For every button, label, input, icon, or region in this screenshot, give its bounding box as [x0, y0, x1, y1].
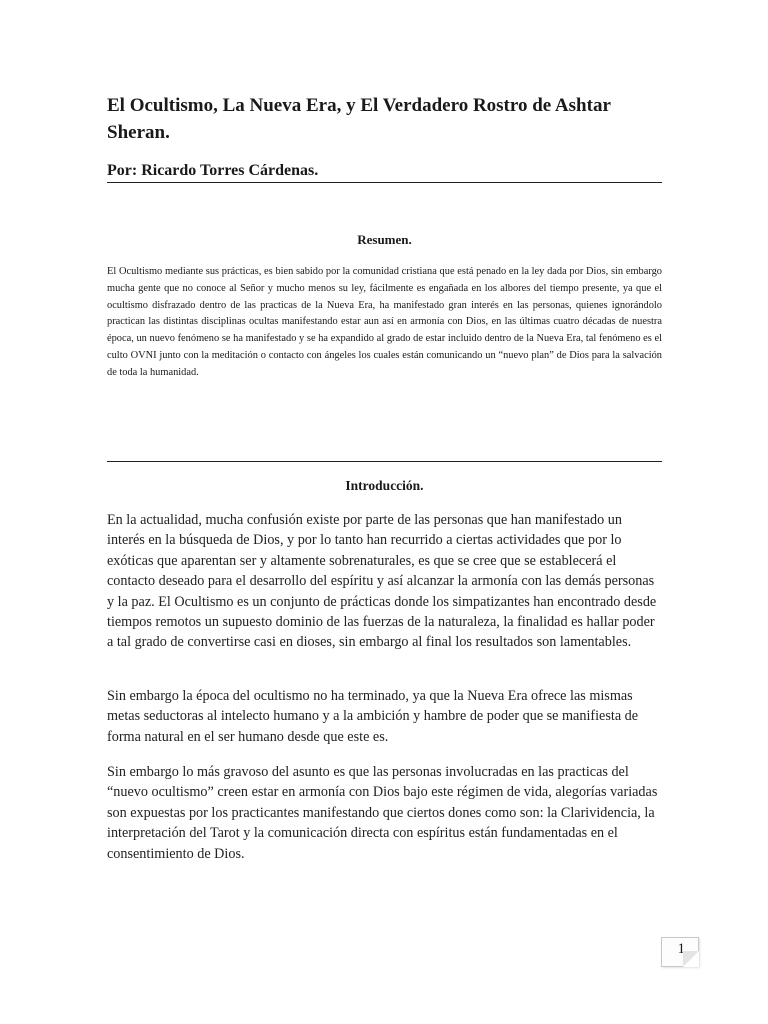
page-curl-icon: [683, 951, 699, 967]
intro-paragraph: Sin embargo la época del ocultismo no ha terminado, ya que la Nueva Era ofrece las mismas metas seductoras al intelecto humano y a la ambición y hambre de poder que se manifiesta de forma natural en el ser humano desde que este es.: [107, 688, 639, 745]
document-title: El Ocultismo, La Nueva Era, y El Verdadero Rostro de Ashtar Sheran.: [107, 95, 611, 143]
author-line: Por: Ricardo Torres Cárdenas.: [107, 162, 319, 179]
header-divider: [107, 182, 662, 183]
abstract-divider: [107, 461, 662, 462]
intro-paragraph: Sin embargo lo más gravoso del asunto es que las personas involucradas en las practicas del “nuevo ocultismo” creen estar en armonía con Dios bajo este régimen de vida, alegorías variadas son expuestas por los practicantes manifestando que ciertos dones como son: la Clarividencia, la interpretación del Tarot y la comunicación directa con espíritus están fundamentadas en el consentimiento de Dios.: [107, 764, 658, 862]
introduction-heading: Introducción.: [345, 478, 424, 493]
page-number: 1: [677, 941, 685, 957]
abstract-text: El Ocultismo mediante sus prácticas, es bien sabido por la comunidad cristiana que está penado en la ley dada por Dios, sin embargo mucha gente que no conoce al Señor y mucho menos su ley, fácilmente es engañada en los albores del tiempo presente, ya que el ocultismo disfrazado dentro de las practicas de la Nueva Era, ha manifestado gran interés en las personas, quienes ignorándolo practican las distintas disciplinas ocultas manifestando estar aun así en armonía con Dios, en las últimas cuatro décadas de nuestra época, un nuevo fenómeno se ha manifestado y se ha expandido al grado de estar incluido dentro de la Nueva Era, tal fenómeno es el culto OVNI junto con la meditación o contacto con ángeles los cuales están comunicando un “nuevo plan” de Dios para la salvación de toda la humanidad.: [107, 266, 662, 378]
page-number-box: [661, 937, 699, 967]
abstract-heading: Resumen.: [357, 232, 412, 247]
intro-paragraph: En la actualidad, mucha confusión existe por parte de las personas que han manifestado un interés en la búsqueda de Dios, y por lo tanto han recurrido a ciertas actividades que por lo exóticas que aparentan ser y altamente sobrenaturales, es que se cree que se establecerá el contacto deseado para el desarrollo del espíritu y así alcanzar la armonía con las demás personas y la paz. El Ocultismo es un conjunto de prácticas donde los simpatizantes han encontrado desde tiempos remotos un supuesto dominio de las fuerzas de la naturaleza, la finalidad es hallar poder a tal grado de convertirse casi en dioses, sin embargo al final los resultados son lamentables.: [107, 512, 657, 651]
